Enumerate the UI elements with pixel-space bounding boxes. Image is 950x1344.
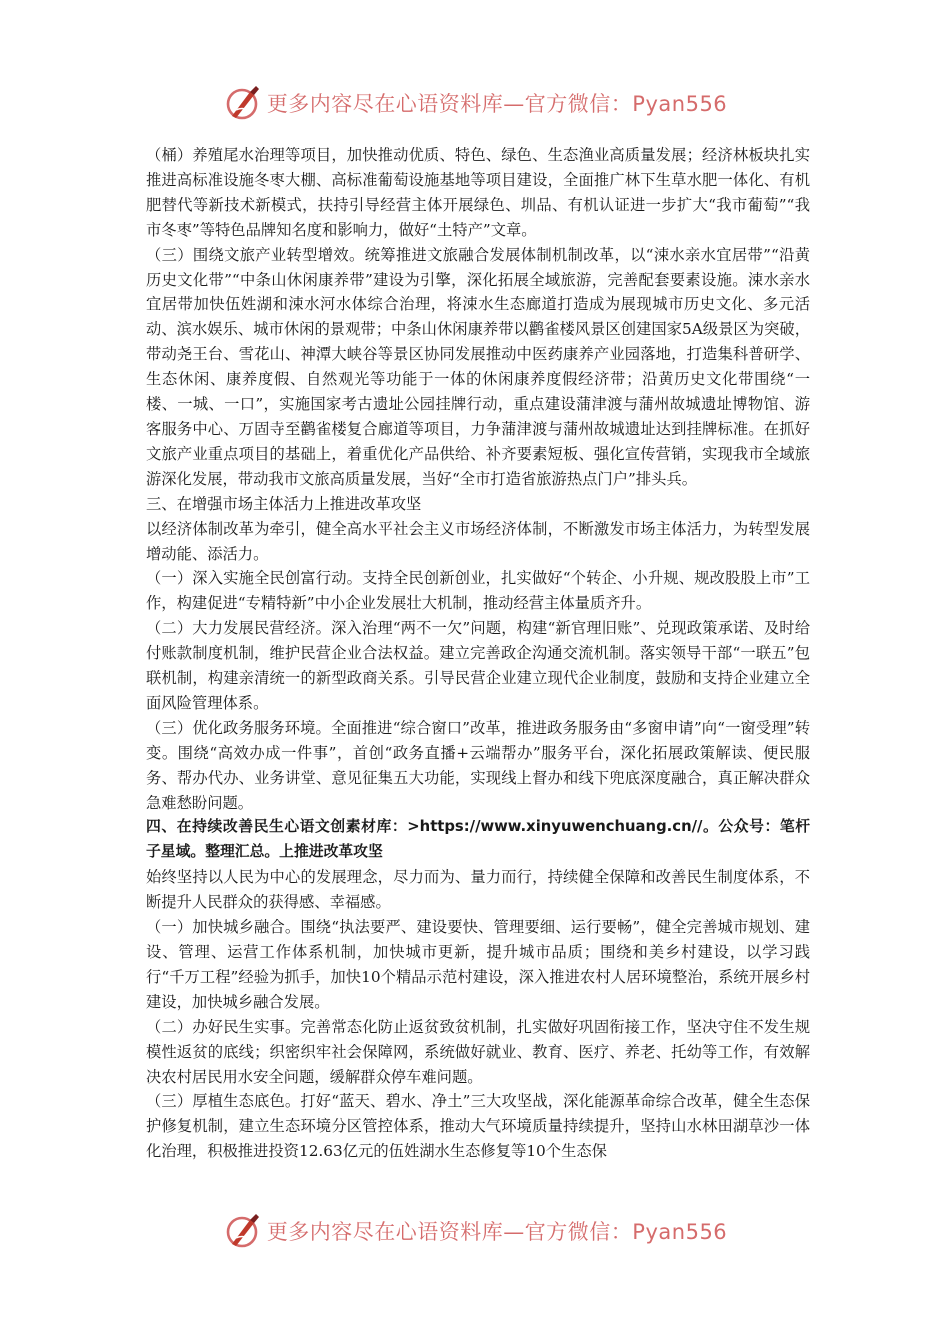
paragraph: 始终坚持以人民为中心的发展理念，尽力而为、量力而行，持续健全保障和改善民生制度体系，不断提升人民群众的获得感、幸福感。 <box>146 868 810 912</box>
paragraph: （一）加快城乡融合。围绕“执法要严、建设要快、管理要细、运行要畅”，健全完善城市规划、建设、管理、运营工作体系机制，加快城市更新，提升城市品质；围绕和美乡村建设，以学习践行“千万工程”经验为抓手，加快10个精品示范村建设，深入推进农村人居环境整治，系统开展乡村建设，加快城乡融合发展。 <box>146 918 810 1011</box>
paragraph: （三）厚植生态底色。打好“蓝天、碧水、净土”三大攻坚战，深化能源革命综合改革，健全生态保护修复机制，建立生态环境分区管控体系，推动大气环境质量持续提升，坚持山水林田湖草沙一体化治理，积极推进投资12.63亿元的伍姓湖水生态修复等10个生态保 <box>146 1092 810 1161</box>
document-body <box>146 143 810 1164</box>
paragraph: （三）围绕文旅产业转型增效。统筹推进文旅融合发展体制机制改革，以“涑水亲水宜居带”“沿黄历史文化带”“中条山休闲康养带”建设为引擎，深化拓展全域旅游，完善配套要素设施。涑水亲水宜居带加快伍姓湖和涑水河水体综合治理，将涑水生态廊道打造成为展现城市历史文化、多元活动、滨水娱乐、城市休闲的景观带；中条山休闲康养带以鹳雀楼风景区创建国家5A级景区为突破，带动尧王台、雪花山、神潭大峡谷等景区协同发展推动中医药康养产业园落地，打造集科普研学、生态休闲、康养度假、自然观光等功能于一体的休闲康养度假经济带；沿黄历史文化带围绕“一楼、一城、一口”，实施国家考古遗址公园挂牌行动，重点建设蒲津渡与蒲州故城遗址博物馆、游客服务中心、万固寺至鹳雀楼复合廊道等项目，力争蒲津渡与蒲州故城遗址达到挂牌标准。在抓好文旅产业重点项目的基础上，着重优化产品供给、补齐要素短板、强化宣传营销，实现我市全域旅游深化发展，带动我市文旅高质量发展，当好“全市打造省旅游热点门户”排头兵。 <box>146 245 810 488</box>
pen-logo-icon <box>223 83 263 123</box>
watermark-text: 更多内容尽在心语资料库—官方微信：Pyan556 <box>266 1220 728 1244</box>
section-heading: 三、在增强市场主体活力上推进改革攻坚 <box>146 494 422 513</box>
watermark-text: 更多内容尽在心语资料库—官方微信：Pyan556 <box>266 92 728 116</box>
paragraph: （一）深入实施全民创富行动。支持全民创新创业，扎实做好“个转企、小升规、规改股股上市”工作，构建促进“专精特新”中小企业发展壮大机制，推动经营主体量质齐升。 <box>146 569 810 613</box>
pen-logo-icon <box>223 1211 263 1251</box>
paragraph: （三）优化政务服务环境。全面推进“综合窗口”改革，推进政务服务由“多窗申请”向“一窗受理”转变。围绕“高效办成一件事”，首创“政务直播+云端帮办”服务平台，深化拓展政策解读、便民服务、帮办代办、业务讲堂、意见征集五大功能，实现线上督办和线下兜底深度融合，真正解决群众急难愁盼问题。 <box>146 718 810 812</box>
paragraph: （桶）养殖尾水治理等项目，加快推动优质、特色、绿色、生态渔业高质量发展；经济林板块扎实推进高标准设施冬枣大棚、高标准葡萄设施基地等项目建设，全面推广林下生草水肥一体化、有机肥替代等新技术新模式，扶持引导经营主体开展绿色、圳品、有机认证进一步扩大“我市葡萄”“我市冬枣”等特色品牌知名度和影响力，做好“土特产”文章。 <box>146 146 810 239</box>
header-watermark-banner <box>0 82 950 124</box>
paragraph: 以经济体制改革为牵引，健全高水平社会主义市场经济体制，不断激发市场主体活力，为转型发展增动能、添活力。 <box>146 519 810 563</box>
section-heading-bold: 四、在持续改善民生心语文创素材库：>https://www.xinyuwenchuang.cn//。公众号：笔杆子星域。整理汇总。上推进改革攻坚 <box>146 818 810 861</box>
paragraph: （二）办好民生实事。完善常态化防止返贫致贫机制，扎实做好巩固衔接工作，坚决守住不发生规模性返贫的底线；织密织牢社会保障网，系统做好就业、教育、医疗、养老、托幼等工作，有效解决农村居民用水安全问题，缓解群众停车难问题。 <box>146 1017 810 1086</box>
paragraph: （二）大力发展民营经济。深入治理“两不一欠”问题，构建“新官理旧账”、兑现政策承诺、及时给付账款制度机制，维护民营企业合法权益。建立完善政企沟通交流机制。落实领导干部“一联五”包联机制，构建亲清统一的新型政商关系。引导民营企业建立现代企业制度，鼓励和支持企业建立全面风险管理体系。 <box>146 619 810 712</box>
footer-watermark-banner <box>0 1210 950 1252</box>
